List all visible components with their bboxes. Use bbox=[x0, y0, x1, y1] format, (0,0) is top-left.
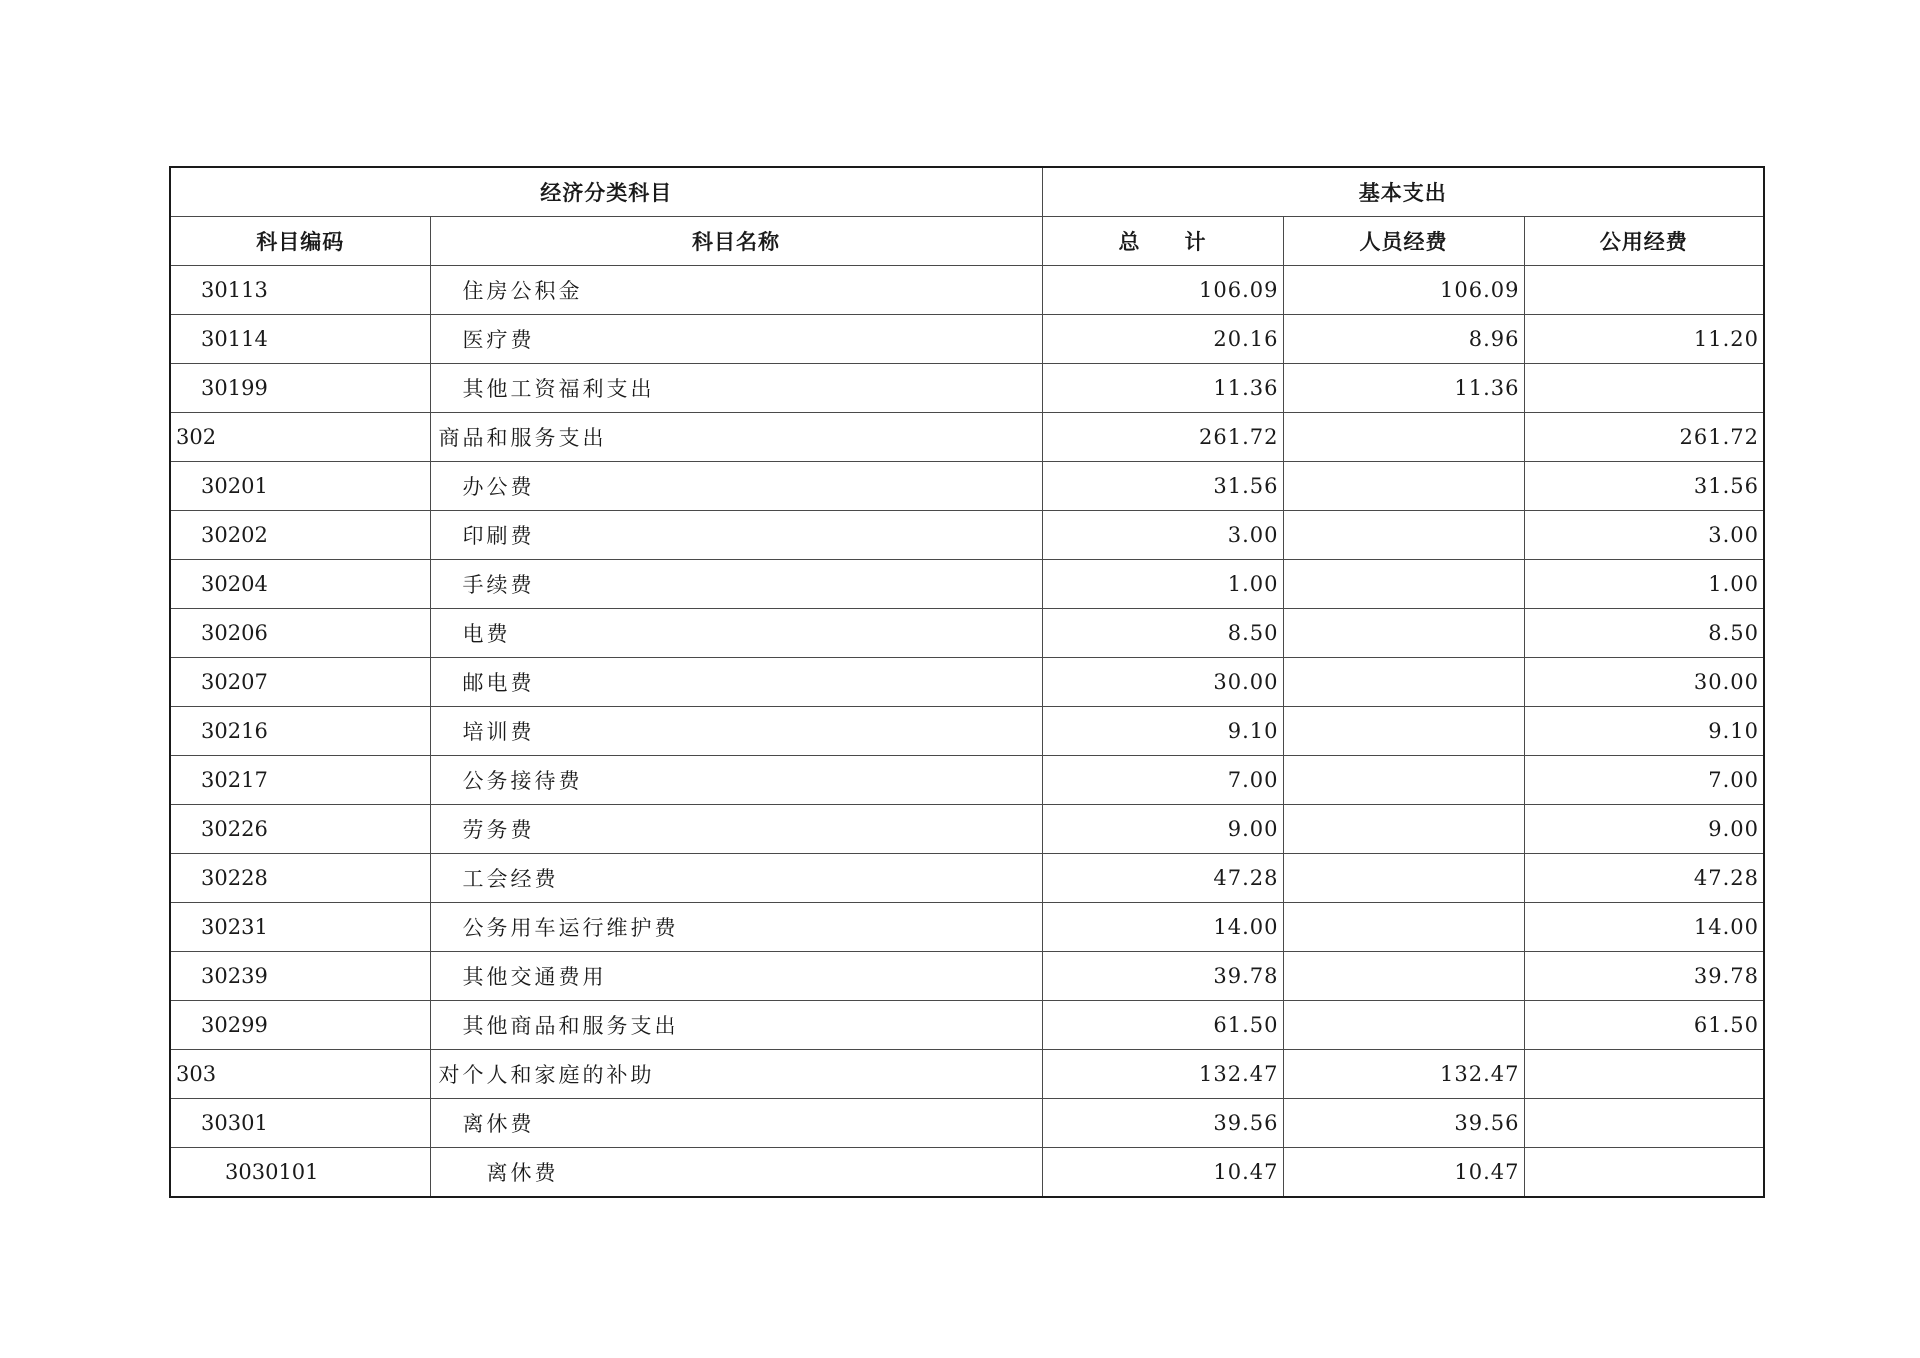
subject-name-cell: 其他工资福利支出 bbox=[430, 364, 1042, 413]
table-row bbox=[170, 511, 1764, 560]
total-cell: 8.50 bbox=[1042, 609, 1283, 658]
subject-name-cell: 手续费 bbox=[430, 560, 1042, 609]
personnel-cost-cell bbox=[1283, 1001, 1524, 1050]
total-cell: 20.16 bbox=[1042, 315, 1283, 364]
table-row bbox=[170, 854, 1764, 903]
table-row bbox=[170, 315, 1764, 364]
subject-name-cell: 办公费 bbox=[430, 462, 1042, 511]
subject-code-cell: 30202 bbox=[170, 511, 430, 560]
public-cost-cell: 1.00 bbox=[1524, 560, 1764, 609]
personnel-cost-cell: 106.09 bbox=[1283, 266, 1524, 315]
subject-code-cell: 30216 bbox=[170, 707, 430, 756]
table-body bbox=[170, 266, 1764, 1198]
personnel-cost-cell bbox=[1283, 462, 1524, 511]
total-cell: 31.56 bbox=[1042, 462, 1283, 511]
total-cell: 9.00 bbox=[1042, 805, 1283, 854]
public-cost-cell bbox=[1524, 1050, 1764, 1099]
total-cell: 10.47 bbox=[1042, 1148, 1283, 1198]
personnel-cost-cell: 132.47 bbox=[1283, 1050, 1524, 1099]
total-cell: 14.00 bbox=[1042, 903, 1283, 952]
subject-name-cell: 住房公积金 bbox=[430, 266, 1042, 315]
public-cost-cell bbox=[1524, 1099, 1764, 1148]
subject-name-cell: 电费 bbox=[430, 609, 1042, 658]
subject-code-cell: 303 bbox=[170, 1050, 430, 1099]
total-cell: 132.47 bbox=[1042, 1050, 1283, 1099]
table-row bbox=[170, 707, 1764, 756]
subject-name-cell: 对个人和家庭的补助 bbox=[430, 1050, 1042, 1099]
total-cell: 39.56 bbox=[1042, 1099, 1283, 1148]
subject-name-cell: 离休费 bbox=[430, 1099, 1042, 1148]
public-cost-cell: 3.00 bbox=[1524, 511, 1764, 560]
public-cost-cell: 8.50 bbox=[1524, 609, 1764, 658]
public-cost-cell bbox=[1524, 1148, 1764, 1198]
table-row bbox=[170, 609, 1764, 658]
personnel-cost-cell bbox=[1283, 413, 1524, 462]
subject-name-cell: 其他交通费用 bbox=[430, 952, 1042, 1001]
public-cost-cell: 9.10 bbox=[1524, 707, 1764, 756]
subject-name-cell: 其他商品和服务支出 bbox=[430, 1001, 1042, 1050]
subject-name-cell: 工会经费 bbox=[430, 854, 1042, 903]
subject-name-cell: 医疗费 bbox=[430, 315, 1042, 364]
subject-code-cell: 30206 bbox=[170, 609, 430, 658]
table-row bbox=[170, 658, 1764, 707]
public-cost-cell: 7.00 bbox=[1524, 756, 1764, 805]
table-row bbox=[170, 1001, 1764, 1050]
subject-name-cell: 离休费 bbox=[430, 1148, 1042, 1198]
header-subject-code: 科目编码 bbox=[170, 217, 430, 266]
subject-code-cell: 30114 bbox=[170, 315, 430, 364]
subject-code-cell: 302 bbox=[170, 413, 430, 462]
table-row bbox=[170, 1050, 1764, 1099]
table-row bbox=[170, 756, 1764, 805]
public-cost-cell: 31.56 bbox=[1524, 462, 1764, 511]
total-cell: 7.00 bbox=[1042, 756, 1283, 805]
subject-code-cell: 30199 bbox=[170, 364, 430, 413]
subject-code-cell: 30226 bbox=[170, 805, 430, 854]
personnel-cost-cell bbox=[1283, 560, 1524, 609]
public-cost-cell bbox=[1524, 266, 1764, 315]
subject-code-cell: 30201 bbox=[170, 462, 430, 511]
public-cost-cell: 39.78 bbox=[1524, 952, 1764, 1001]
header-column-row bbox=[170, 217, 1764, 266]
subject-code-cell: 30239 bbox=[170, 952, 430, 1001]
subject-code-cell: 30228 bbox=[170, 854, 430, 903]
total-cell: 30.00 bbox=[1042, 658, 1283, 707]
expenditure-table bbox=[169, 166, 1765, 1198]
personnel-cost-cell: 39.56 bbox=[1283, 1099, 1524, 1148]
personnel-cost-cell bbox=[1283, 609, 1524, 658]
subject-code-cell: 30204 bbox=[170, 560, 430, 609]
personnel-cost-cell: 11.36 bbox=[1283, 364, 1524, 413]
personnel-cost-cell bbox=[1283, 805, 1524, 854]
personnel-cost-cell bbox=[1283, 658, 1524, 707]
subject-code-cell: 3030101 bbox=[170, 1148, 430, 1198]
total-cell: 47.28 bbox=[1042, 854, 1283, 903]
personnel-cost-cell bbox=[1283, 952, 1524, 1001]
total-cell: 39.78 bbox=[1042, 952, 1283, 1001]
table-row bbox=[170, 1099, 1764, 1148]
table-row bbox=[170, 413, 1764, 462]
header-basic-expenditure: 基本支出 bbox=[1042, 167, 1764, 217]
public-cost-cell: 11.20 bbox=[1524, 315, 1764, 364]
subject-code-cell: 30231 bbox=[170, 903, 430, 952]
header-group-row bbox=[170, 167, 1764, 217]
subject-name-cell: 劳务费 bbox=[430, 805, 1042, 854]
personnel-cost-cell: 10.47 bbox=[1283, 1148, 1524, 1198]
total-cell: 3.00 bbox=[1042, 511, 1283, 560]
personnel-cost-cell bbox=[1283, 854, 1524, 903]
header-economic-classification: 经济分类科目 bbox=[170, 167, 1042, 217]
public-cost-cell: 14.00 bbox=[1524, 903, 1764, 952]
expenditure-table-sheet bbox=[169, 166, 1763, 1198]
table-row bbox=[170, 952, 1764, 1001]
total-cell: 261.72 bbox=[1042, 413, 1283, 462]
subject-code-cell: 30299 bbox=[170, 1001, 430, 1050]
public-cost-cell: 61.50 bbox=[1524, 1001, 1764, 1050]
table-row bbox=[170, 266, 1764, 315]
header-subject-name: 科目名称 bbox=[430, 217, 1042, 266]
table-row bbox=[170, 364, 1764, 413]
total-cell: 9.10 bbox=[1042, 707, 1283, 756]
table-row bbox=[170, 805, 1764, 854]
header-public-cost: 公用经费 bbox=[1524, 217, 1764, 266]
table-row bbox=[170, 560, 1764, 609]
public-cost-cell: 47.28 bbox=[1524, 854, 1764, 903]
personnel-cost-cell bbox=[1283, 756, 1524, 805]
public-cost-cell: 261.72 bbox=[1524, 413, 1764, 462]
personnel-cost-cell bbox=[1283, 707, 1524, 756]
public-cost-cell bbox=[1524, 364, 1764, 413]
subject-code-cell: 30301 bbox=[170, 1099, 430, 1148]
subject-name-cell: 印刷费 bbox=[430, 511, 1042, 560]
table-row bbox=[170, 903, 1764, 952]
subject-name-cell: 公务接待费 bbox=[430, 756, 1042, 805]
total-cell: 1.00 bbox=[1042, 560, 1283, 609]
subject-code-cell: 30217 bbox=[170, 756, 430, 805]
total-cell: 11.36 bbox=[1042, 364, 1283, 413]
personnel-cost-cell bbox=[1283, 511, 1524, 560]
total-cell: 61.50 bbox=[1042, 1001, 1283, 1050]
subject-code-cell: 30113 bbox=[170, 266, 430, 315]
subject-name-cell: 商品和服务支出 bbox=[430, 413, 1042, 462]
table-row bbox=[170, 462, 1764, 511]
personnel-cost-cell: 8.96 bbox=[1283, 315, 1524, 364]
public-cost-cell: 9.00 bbox=[1524, 805, 1764, 854]
header-personnel-cost: 人员经费 bbox=[1283, 217, 1524, 266]
subject-code-cell: 30207 bbox=[170, 658, 430, 707]
table-row bbox=[170, 1148, 1764, 1198]
total-cell: 106.09 bbox=[1042, 266, 1283, 315]
subject-name-cell: 培训费 bbox=[430, 707, 1042, 756]
personnel-cost-cell bbox=[1283, 903, 1524, 952]
subject-name-cell: 公务用车运行维护费 bbox=[430, 903, 1042, 952]
subject-name-cell: 邮电费 bbox=[430, 658, 1042, 707]
header-total: 总 计 bbox=[1042, 217, 1283, 266]
public-cost-cell: 30.00 bbox=[1524, 658, 1764, 707]
